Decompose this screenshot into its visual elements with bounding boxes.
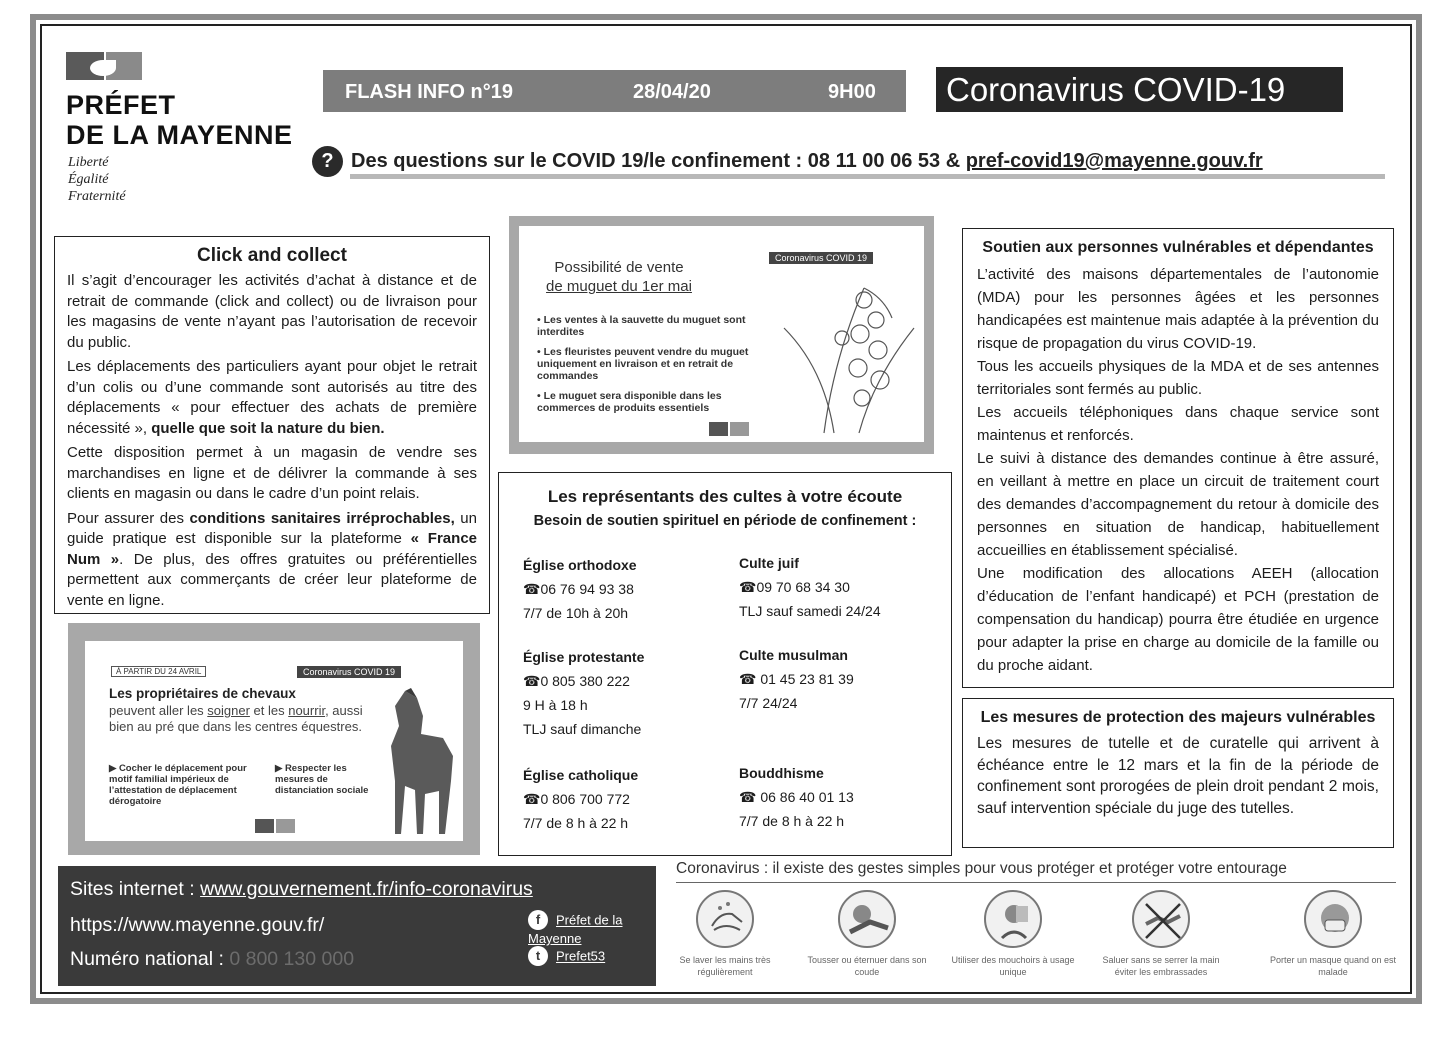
cult-name: Église protestante xyxy=(523,649,645,665)
horses-text xyxy=(109,703,379,735)
muguet-list xyxy=(537,314,757,422)
horses-text-soigner: soigner xyxy=(207,703,250,718)
cult-hours: 7/7 24/24 xyxy=(739,695,798,711)
cult-name: Culte musulman xyxy=(739,647,848,663)
cults-subtitle: Besoin de soutien spirituel en période de confinement : xyxy=(533,513,917,529)
gesture-no-handshake xyxy=(1096,890,1226,978)
flash-time: 9H00 xyxy=(828,81,876,103)
questions-text: Des questions sur le COVID 19/le confinement : 08 11 00 06 53 & xyxy=(351,149,966,172)
p4-c: . De plus, des offres gratuites ou préférentielles permettent aux commerçants de créer leur plateforme de vente en ligne. xyxy=(67,550,478,609)
cult-phone: ☎ 01 45 23 81 39 xyxy=(739,671,854,687)
muguet-item: • Le muguet sera disponible dans les commerces de produits essentiels xyxy=(537,390,757,414)
cult-entry-musulman xyxy=(739,643,854,715)
cult-extra: TLJ sauf dimanche xyxy=(523,721,642,737)
adult-protection-title: Les mesures de protection des majeurs vulnérables xyxy=(980,709,1376,726)
horses-covid-badge: Coronavirus COVID 19 xyxy=(297,666,401,678)
cult-hours: 7/7 de 10h à 20h xyxy=(523,605,629,621)
horses-text-nourrir: nourrir xyxy=(288,703,326,718)
p4-bold2: « France Num » xyxy=(67,530,477,568)
p4-b: un guide pratique est disponible sur la plateforme xyxy=(67,509,477,547)
adult-protection-text: Les mesures de tutelle et de curatelle qui arrivent à échéance entre le 12 mars et la fin de la période de confinement sont prorogées de plein droit pendant 2 mois, sauf intervention spéciale du juge des tutelles. xyxy=(977,735,1379,817)
wash-hands-icon xyxy=(696,890,754,948)
questions-line xyxy=(312,146,1263,177)
mask-icon xyxy=(1304,890,1362,948)
cult-phone: ☎09 70 68 34 30 xyxy=(739,579,850,595)
horses-text-c: , aussi bien au pré que dans les centres équestres. xyxy=(109,703,363,734)
motto-egalite: Égalité xyxy=(68,172,109,187)
cult-entry-bouddhisme xyxy=(739,761,854,833)
cult-phone: ☎0 806 700 772 xyxy=(523,791,630,807)
click-collect-p2-bold: quelle que soit la nature du bien. xyxy=(151,419,385,437)
muguet-panel xyxy=(509,216,934,454)
click-collect-p2 xyxy=(67,357,477,439)
numero-label: Numéro national : xyxy=(70,948,230,970)
gesture-cough-elbow xyxy=(802,890,932,978)
barrier-gestures-title: Coronavirus : il existe des gestes simples pour vous protéger et protéger votre entourage xyxy=(676,860,1287,877)
gesture-caption: Utiliser des mouchoirs à usage unique xyxy=(951,955,1075,977)
cult-hours: 9 H à 18 h xyxy=(523,697,588,713)
cult-name: Église orthodoxe xyxy=(523,557,637,573)
cult-phone: ☎ 06 86 40 01 13 xyxy=(739,789,854,805)
gesture-tissue xyxy=(948,890,1078,978)
mayenne-link[interactable]: https://www.mayenne.gouv.fr/ xyxy=(70,914,325,936)
horses-panel xyxy=(68,623,480,855)
adult-protection-box xyxy=(962,698,1394,848)
gesture-caption: Se laver les mains très régulièrement xyxy=(679,955,771,977)
gesture-caption: Tousser ou éternuer dans son coude xyxy=(807,955,927,977)
vulnerable-support-p5: Une modification des allocations AEEH (allocation d’éducation de l’enfant handicapé) et PCH (prestation de compensation du handicap) pourra être étudiée en urgence pour adapter la prise en charge au domicile de la famille ou du proche aidant. xyxy=(977,565,1379,674)
facebook-icon: f xyxy=(528,910,548,930)
gesture-caption: Saluer sans se serrer la main éviter les embrassades xyxy=(1102,955,1220,977)
horses-card xyxy=(85,641,463,841)
flash-info-bar xyxy=(323,70,906,112)
sites-line xyxy=(70,878,533,901)
footer-contacts xyxy=(58,866,656,986)
muguet-card xyxy=(519,226,924,442)
motto-liberte: Liberté xyxy=(68,155,109,170)
horses-bullet-1: ▶ Cocher le déplacement pour motif familial impérieux de l’attestation de déplacement dérogatoire xyxy=(109,763,247,807)
marianne-logo xyxy=(66,52,142,80)
horses-text-b: et les xyxy=(249,703,289,718)
vulnerable-support-p1: L’activité des maisons départementales de l’autonomie (MDA) pour les personnes âgées et les personnes handicapées est maintenue mais adaptée à la prévention du risque de propagation du virus COVID-19. xyxy=(977,266,1379,352)
prefet-line1: PRÉFET xyxy=(66,90,176,120)
vulnerable-support-title: Soutien aux personnes vulnérables et dépendantes xyxy=(982,239,1374,256)
cult-hours: 7/7 de 8 h à 22 h xyxy=(739,813,845,829)
cult-entry-catholique xyxy=(523,763,638,835)
questions-email-link[interactable]: pref-covid19@mayenne.gouv.fr xyxy=(965,149,1263,172)
vulnerable-support-box xyxy=(962,228,1394,688)
horses-text-a: peuvent aller les xyxy=(109,703,208,718)
muguet-item: • Les ventes à la sauvette du muguet sont interdites xyxy=(537,314,757,338)
numero-national: 0 800 130 000 xyxy=(229,948,355,970)
republic-motto xyxy=(68,154,126,205)
cults-box xyxy=(498,472,952,856)
click-collect-title: Click and collect xyxy=(197,245,347,266)
click-collect-p4 xyxy=(67,509,477,612)
numero-line xyxy=(70,948,354,971)
horses-date-tag: À PARTIR DU 24 AVRIL xyxy=(111,666,206,677)
cult-name: Bouddhisme xyxy=(739,765,824,781)
prefet-title xyxy=(66,90,293,150)
question-icon: ? xyxy=(312,146,343,177)
click-collect-box xyxy=(54,236,490,614)
horse-illustration xyxy=(365,686,460,836)
vulnerable-support-p4: Le suivi à distance des demandes continue à être assuré, en veillant à mettre en place un circuit de traitement court des demandes d’accompagnement du retour à domicile des personnes en situation de handicap, habituellement accueillies en établissement spécialisé. xyxy=(977,450,1379,559)
p4-bold1: conditions sanitaires irréprochables, xyxy=(189,509,455,527)
twitter-label: Prefet53 xyxy=(556,948,606,964)
cults-title: Les représentants des cultes à votre écoute xyxy=(547,487,903,506)
muguet-title1: Possibilité de vente xyxy=(554,259,684,276)
twitter-icon: t xyxy=(528,946,548,966)
click-collect-p3: Cette disposition permet à un magasin de vendre ses marchandises en ligne et de délivrer la commande à ses clients en magasin ou dans le cadre d’un point relais. xyxy=(67,444,477,502)
covid-title: Coronavirus COVID-19 xyxy=(936,67,1343,112)
facebook-link[interactable] xyxy=(528,910,656,946)
muguet-title2: de muguet du 1er mai xyxy=(546,278,692,295)
horses-flag-icon xyxy=(255,819,295,833)
click-collect-p2-text: Les déplacements des particuliers ayant pour objet le retrait d’un colis ou d’une commande sont autorisés au titre des déplacements « pour effectuer des achats de première nécessité », xyxy=(67,358,477,437)
twitter-link[interactable] xyxy=(528,946,605,966)
cult-phone: ☎0 805 380 222 xyxy=(523,673,630,689)
motto-fraternite: Fraternité xyxy=(68,189,126,204)
muguet-item: • Les fleuristes peuvent vendre du muguet uniquement en livraison et en retrait de commandes xyxy=(537,346,757,382)
gesture-wash-hands xyxy=(660,890,790,978)
tissue-icon xyxy=(984,890,1042,948)
gouvernement-link[interactable]: www.gouvernement.fr/info-coronavirus xyxy=(200,878,533,900)
flash-label: FLASH INFO n°19 xyxy=(345,81,514,103)
gesture-mask xyxy=(1268,890,1398,978)
barrier-gestures-rule xyxy=(676,882,1396,883)
cult-hours: 7/7 de 8 h à 22 h xyxy=(523,815,629,831)
prefet-line2: DE LA MAYENNE xyxy=(66,120,293,150)
cult-entry-juif xyxy=(739,551,881,623)
cough-elbow-icon xyxy=(838,890,896,948)
muguet-covid-badge: Coronavirus COVID 19 xyxy=(769,252,873,264)
no-handshake-icon xyxy=(1132,890,1190,948)
horses-title: Les propriétaires de chevaux xyxy=(109,686,296,701)
cult-name: Culte juif xyxy=(739,555,799,571)
muguet-title xyxy=(529,258,709,296)
p4-a: Pour assurer des xyxy=(67,509,190,527)
facebook-label: Préfet de la Mayenne xyxy=(528,912,623,947)
click-collect-p1: Il s’agit d’encourager les activités d’achat à distance et de retrait de commande (click and collect) ou de livraison pour les magasins de vente n’ayant pas l’autorisation de recevoir du public. xyxy=(67,272,477,351)
lily-of-the-valley-illustration xyxy=(764,268,924,438)
muguet-flag-icon xyxy=(709,422,749,436)
horses-bullet-2: ▶ Respecter les mesures de distanciation sociale xyxy=(275,763,369,796)
header-rule xyxy=(350,174,1385,179)
vulnerable-support-p2: Tous les accueils physiques de la MDA et de ses antennes territoriales sont fermés au public. xyxy=(977,358,1379,398)
cult-name: Église catholique xyxy=(523,767,639,783)
cult-entry-orthodoxe xyxy=(523,553,637,625)
cult-hours: TLJ sauf samedi 24/24 xyxy=(739,603,881,619)
sites-label: Sites internet : xyxy=(70,878,201,900)
cult-entry-protestante xyxy=(523,645,644,741)
cult-phone: ☎06 76 94 93 38 xyxy=(523,581,634,597)
flash-date: 28/04/20 xyxy=(633,81,711,103)
gesture-caption: Porter un masque quand on est malade xyxy=(1269,955,1397,977)
vulnerable-support-p3: Les accueils téléphoniques dans chaque service sont maintenus et renforcés. xyxy=(977,404,1379,444)
